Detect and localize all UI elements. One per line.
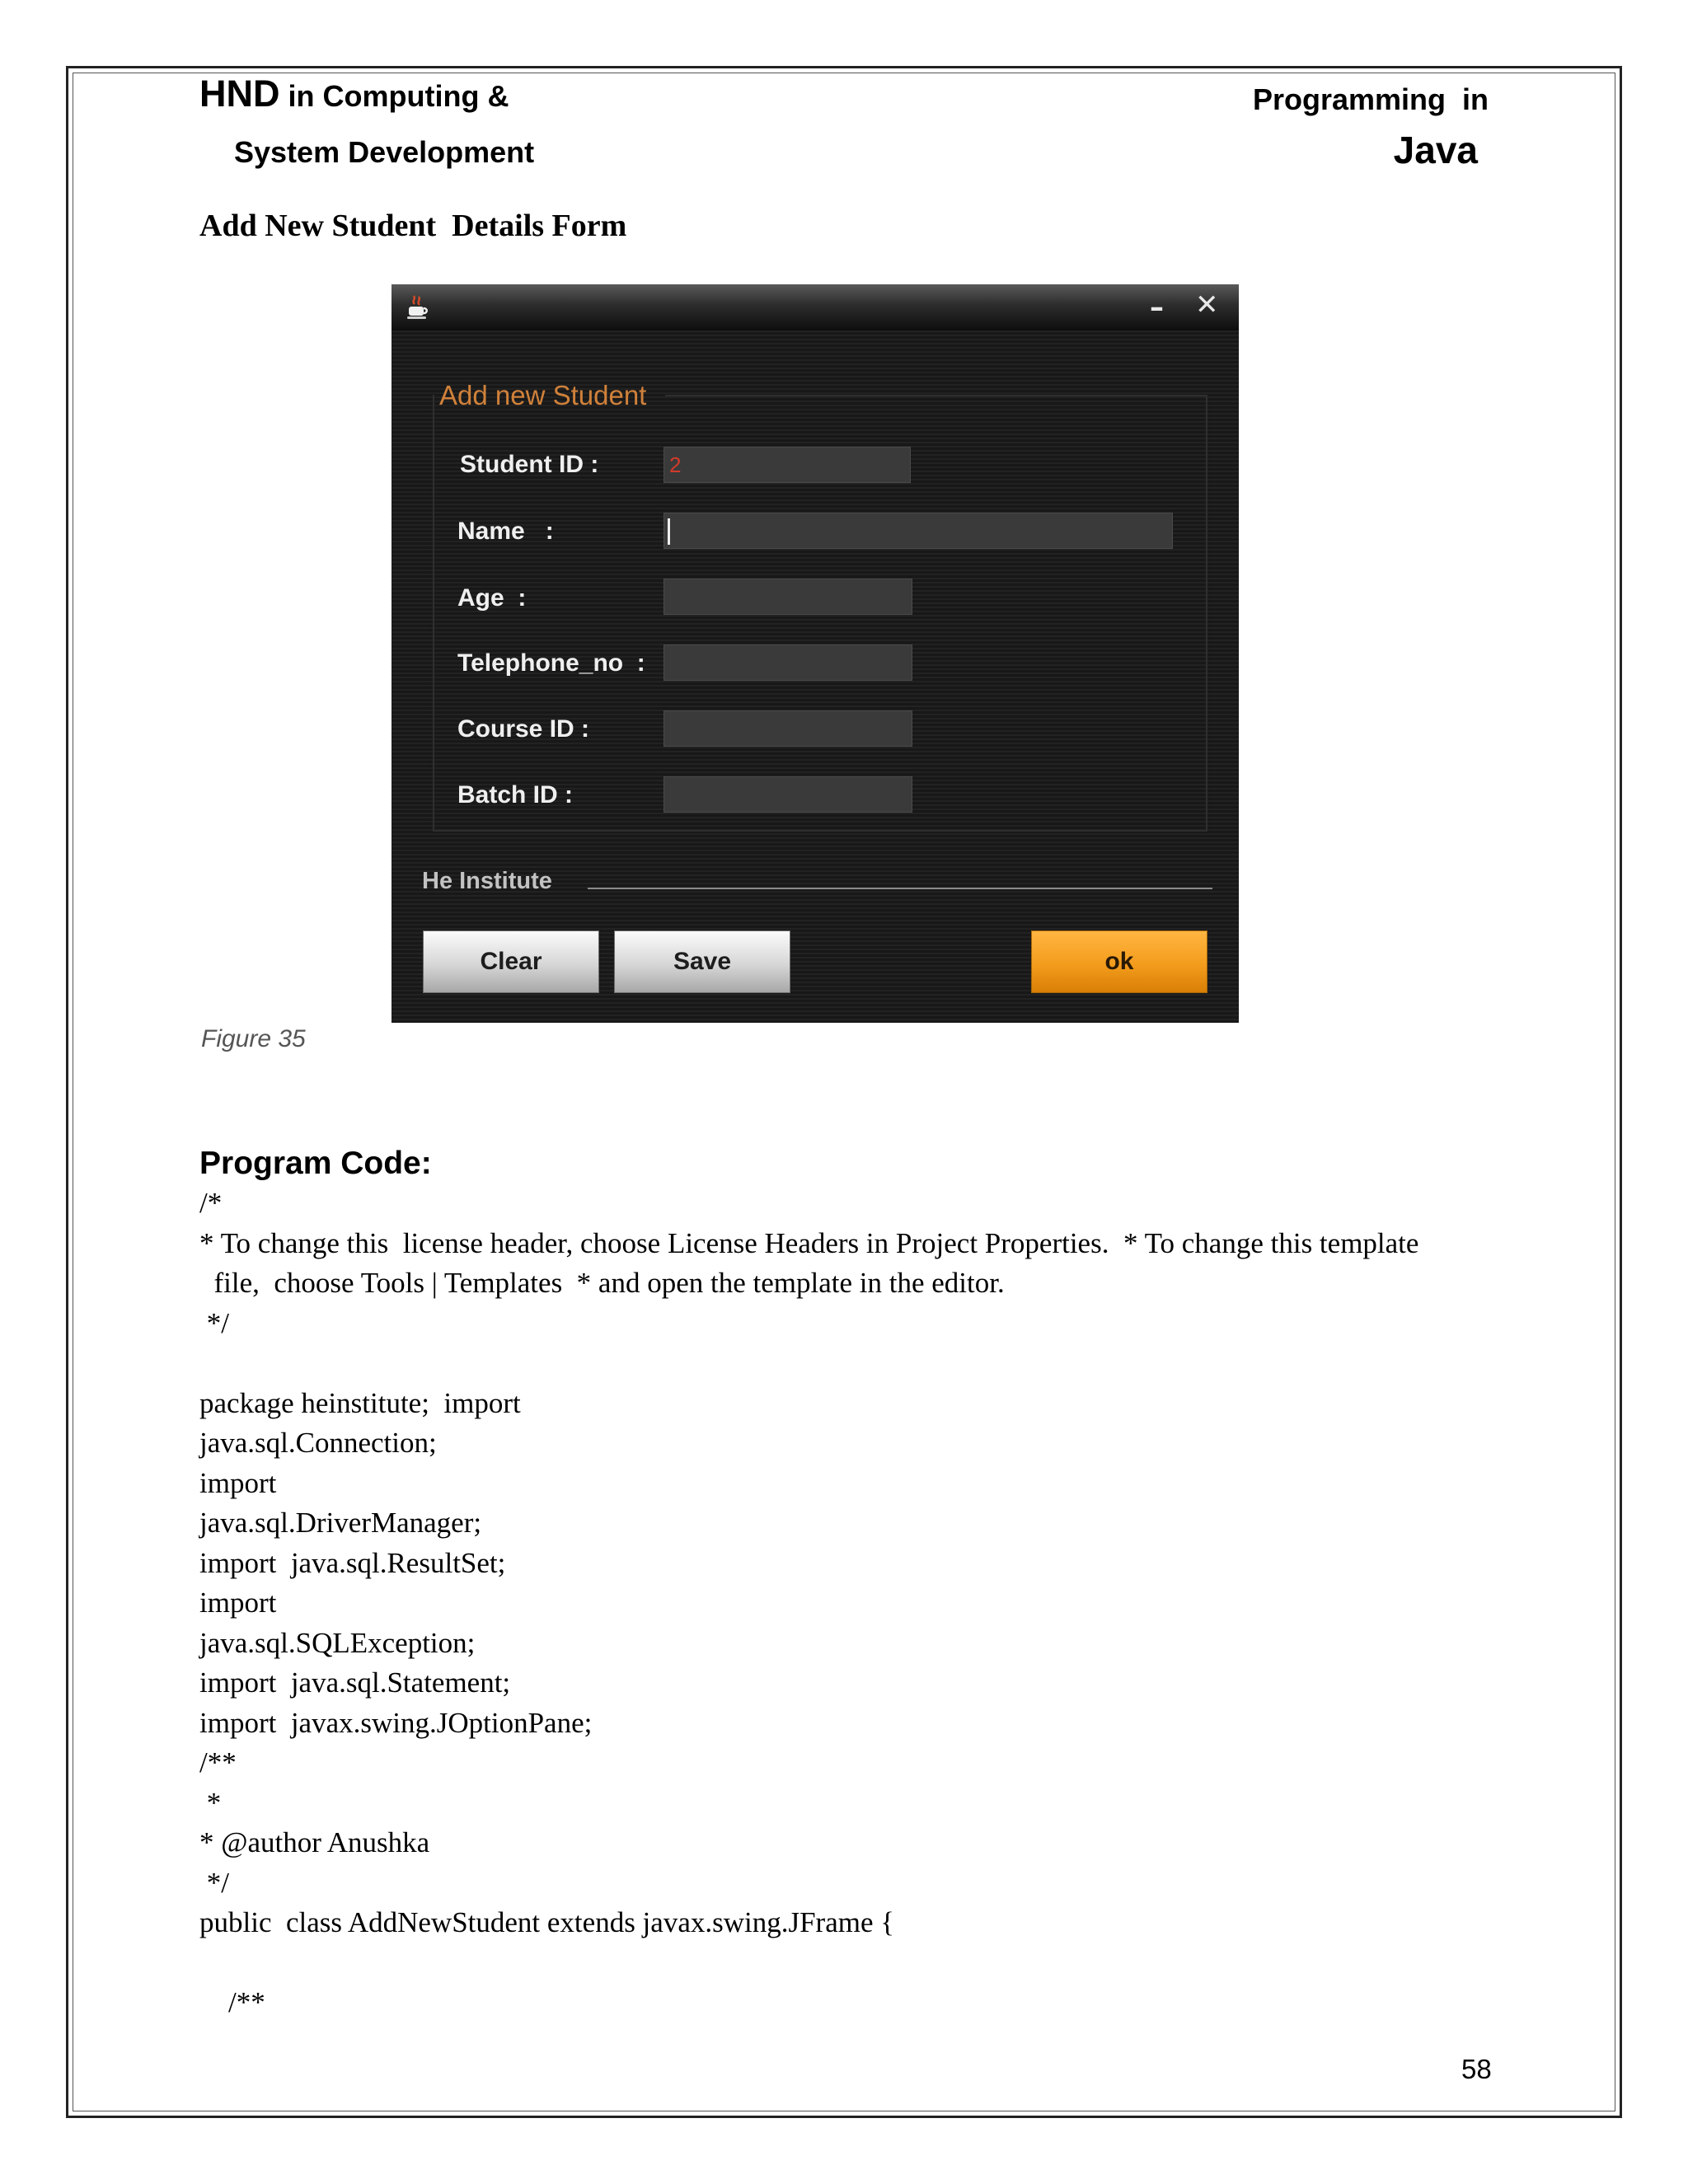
code-line: */ — [199, 1866, 229, 1899]
name-label: Name : — [457, 518, 554, 545]
code-line: /* — [199, 1187, 223, 1219]
course-id-label: Course ID : — [457, 715, 590, 743]
institute-separator — [588, 888, 1212, 889]
code-line: import java.sql.ResultSet; — [199, 1546, 506, 1579]
code-line: import java.sql.Statement; — [199, 1666, 511, 1699]
age-label: Age : — [457, 584, 527, 612]
code-line: * @author Anushka — [199, 1826, 430, 1858]
telephone-label: Telephone_no : — [457, 649, 645, 677]
header-left-line2: System Development — [234, 135, 535, 169]
institute-label: He Institute — [422, 868, 552, 894]
code-line — [199, 1943, 1418, 1984]
student-id-label: Student ID : — [460, 451, 599, 478]
batch-id-label: Batch ID : — [457, 781, 574, 808]
code-line: file, choose Tools | Templates * and open the template in the editor. — [199, 1267, 1005, 1299]
ok-button[interactable]: ok — [1031, 930, 1207, 993]
code-line: import — [199, 1466, 277, 1499]
code-line: * — [199, 1786, 222, 1819]
java-app-icon — [406, 294, 428, 321]
window-titlebar[interactable] — [392, 284, 1239, 330]
code-line: package heinstitute; import — [199, 1386, 521, 1419]
batch-id-field[interactable] — [663, 776, 912, 813]
code-line: * To change this license header, choose License Headers in Project Properties. * To change this template — [199, 1226, 1419, 1259]
code-line: /** — [199, 1986, 265, 2018]
code-line: java.sql.DriverManager; — [199, 1507, 482, 1539]
header-right-line2: Java — [1393, 129, 1478, 171]
text-caret — [668, 518, 670, 545]
code-line: import — [199, 1586, 277, 1619]
groupbox-top-border — [665, 395, 1207, 396]
course-id-field[interactable] — [663, 710, 912, 747]
header-hnd: HND — [199, 73, 280, 115]
section-title: Add New Student Details Form — [199, 209, 627, 243]
program-code-title: Program Code: — [199, 1146, 432, 1181]
groupbox-title: Add new Student — [439, 380, 647, 410]
telephone-field[interactable] — [663, 644, 912, 681]
clear-button[interactable]: Clear — [423, 930, 599, 993]
figure-caption: Figure 35 — [201, 1025, 306, 1052]
header-left-line1 — [199, 73, 509, 115]
code-line — [199, 1343, 1418, 1384]
age-field[interactable] — [663, 579, 912, 615]
name-field[interactable] — [663, 513, 1173, 549]
code-line: public class AddNewStudent extends javax.swing.JFrame { — [199, 1906, 895, 1938]
close-icon[interactable]: ✕ — [1195, 288, 1219, 321]
code-line: */ — [199, 1306, 229, 1339]
code-line: java.sql.Connection; — [199, 1427, 437, 1459]
page-number: 58 — [1461, 2054, 1492, 2084]
code-line: import javax.swing.JOptionPane; — [199, 1706, 593, 1739]
student-id-field[interactable]: 2 — [663, 447, 911, 483]
code-line: java.sql.SQLException; — [199, 1626, 476, 1659]
minimize-icon[interactable]: – — [1150, 291, 1164, 324]
header-course: in Computing & — [279, 79, 509, 113]
code-block — [199, 1183, 1418, 2023]
code-line: /** — [199, 1746, 237, 1779]
add-student-window — [392, 284, 1239, 1023]
header-right-line1: Programming in — [1252, 82, 1489, 116]
save-button[interactable]: Save — [614, 930, 790, 993]
